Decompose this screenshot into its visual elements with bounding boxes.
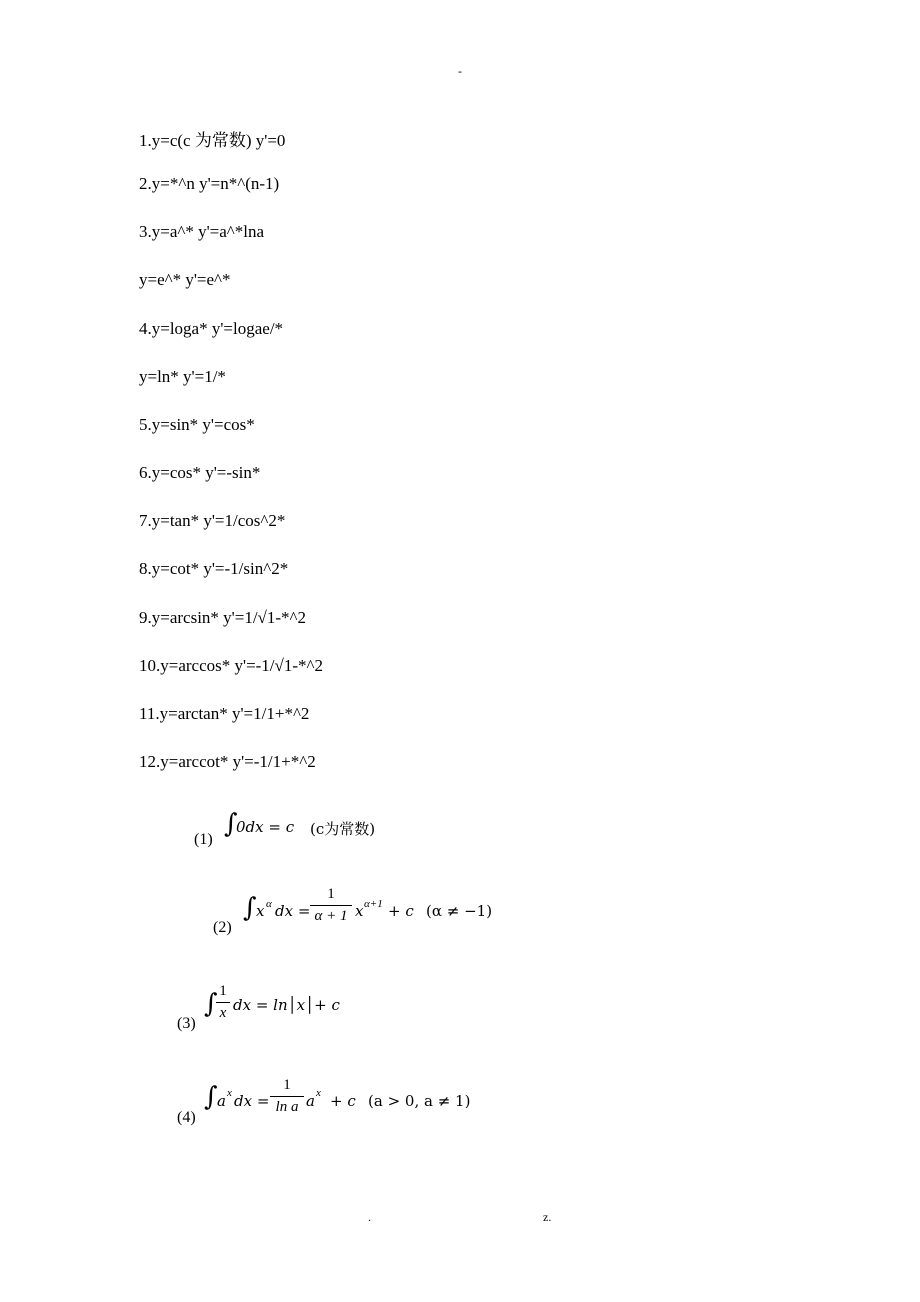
fraction-bar xyxy=(310,905,352,906)
formula-condition: (c为常数) xyxy=(310,820,376,838)
formula-condition: (a > 0, a ≠ 1) xyxy=(368,1092,471,1110)
fraction-numerator: 1 xyxy=(283,1077,291,1093)
page-footer-right: z. xyxy=(543,1210,552,1224)
page-header-mark: - xyxy=(458,64,462,78)
formula-base: a xyxy=(217,1092,226,1110)
formula-dx: dx = xyxy=(275,902,311,920)
derivative-line: 9.y=arcsin* y'=1/√1-*^2 xyxy=(139,608,307,627)
formula-body: dx = ln│x│+ c xyxy=(233,996,340,1014)
formula-exponent: x xyxy=(227,1087,232,1099)
derivative-line: 11.y=arctan* y'=1/1+*^2 xyxy=(139,704,310,723)
derivative-line: 12.y=arccot* y'=-1/1+*^2 xyxy=(139,752,316,771)
formula-fraction xyxy=(270,1077,304,1116)
formula-exponent: α+1 xyxy=(364,898,383,910)
derivative-line: 5.y=sin* y'=cos* xyxy=(139,415,255,434)
formula-number: (1) xyxy=(194,831,213,848)
fraction-numerator: 1 xyxy=(327,886,335,902)
integral-sign: ∫ xyxy=(204,1082,218,1112)
formula-exponent: x xyxy=(316,1087,321,1099)
fraction-bar xyxy=(270,1096,304,1097)
derivative-line: 2.y=*^n y'=n*^(n-1) xyxy=(139,174,280,193)
formula-condition: (α ≠ −1) xyxy=(426,902,493,920)
integral-sign: ∫ xyxy=(243,893,257,923)
formula-tail: + c xyxy=(388,902,414,920)
formula-exponent: α xyxy=(266,898,272,910)
page-footer-left: . xyxy=(368,1210,371,1224)
derivative-line: y=ln* y'=1/* xyxy=(139,367,226,386)
fraction-denominator: x xyxy=(219,1005,227,1021)
formula-fraction xyxy=(310,886,352,925)
formula-number: (2) xyxy=(213,919,232,936)
formula-fraction xyxy=(216,983,230,1022)
fraction-numerator: 1 xyxy=(219,983,227,999)
formula-number: (4) xyxy=(177,1109,196,1126)
formula-number: (3) xyxy=(177,1015,196,1032)
formula-base: x xyxy=(355,902,364,920)
derivative-line: 8.y=cot* y'=-1/sin^2* xyxy=(139,559,289,578)
formula-tail: + c xyxy=(330,1092,356,1110)
integral-sign: ∫ xyxy=(224,809,238,839)
derivative-line: 7.y=tan* y'=1/cos^2* xyxy=(139,511,286,530)
derivative-line: 6.y=cos* y'=-sin* xyxy=(139,463,261,482)
derivative-line: y=e^* y'=e^* xyxy=(139,270,231,289)
fraction-bar xyxy=(216,1002,230,1003)
formula-dx: dx = xyxy=(234,1092,270,1110)
fraction-denominator: α + 1 xyxy=(314,908,348,924)
formula-base: a xyxy=(306,1092,315,1110)
integral-sign: ∫ xyxy=(204,989,218,1019)
formula-body: 0dx = c xyxy=(236,818,295,836)
formula-base: x xyxy=(256,902,265,920)
derivative-line: 4.y=loga* y'=logae/* xyxy=(139,319,284,338)
derivative-line: 10.y=arccos* y'=-1/√1-*^2 xyxy=(139,656,324,675)
fraction-denominator: ln a xyxy=(275,1099,299,1115)
derivative-line: 3.y=a^* y'=a^*lna xyxy=(139,222,265,241)
derivative-line: 1.y=c(c 为常数) y'=0 xyxy=(139,131,286,150)
